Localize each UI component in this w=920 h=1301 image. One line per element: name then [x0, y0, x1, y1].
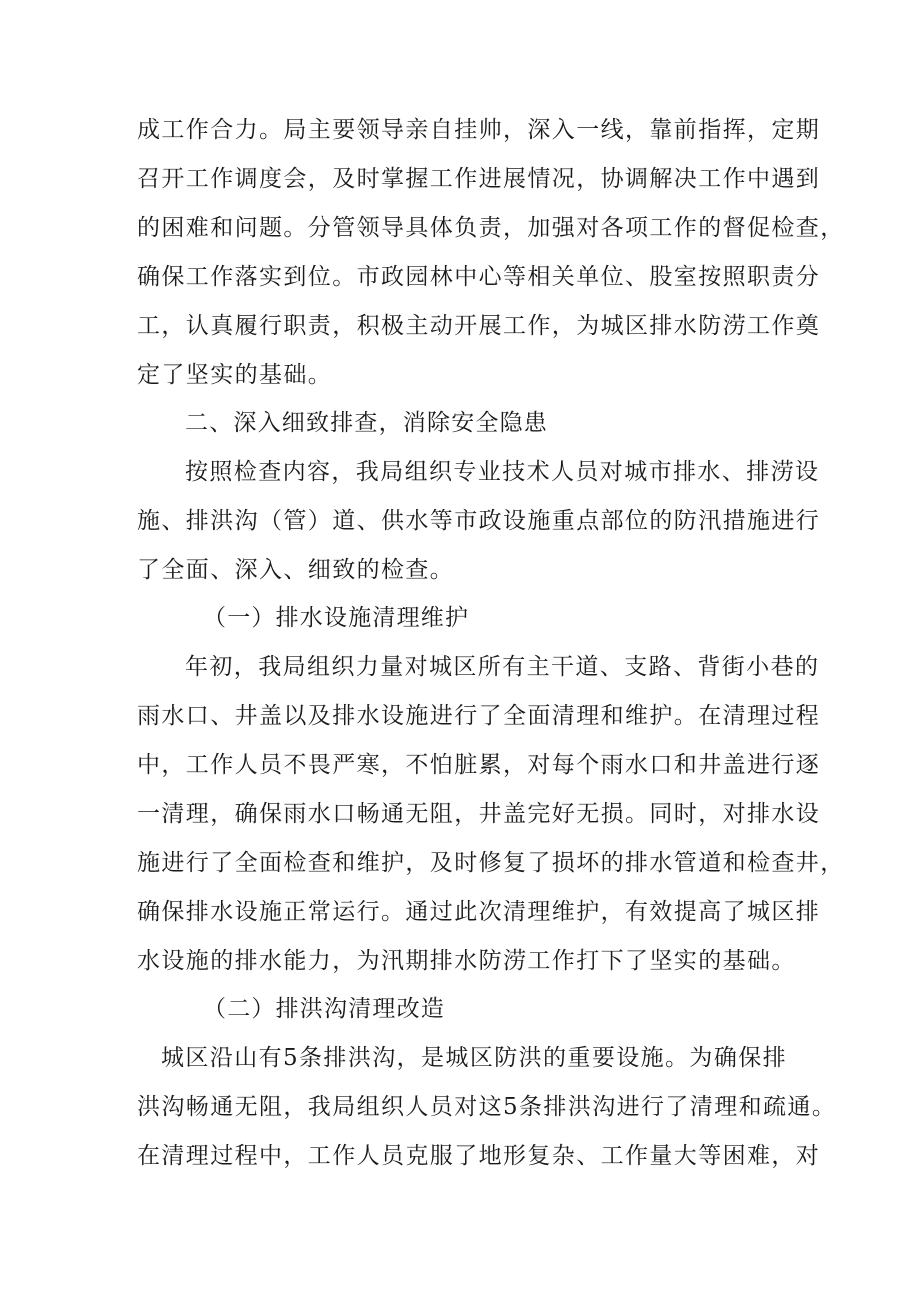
body-text-line: 召开工作调度会，及时掌握工作进展情况，协调解决工作中遇到: [137, 166, 821, 192]
body-text-line: 工，认真履行职责，积极主动开展工作，为城区排水防涝工作奠: [137, 313, 821, 339]
paragraph-first-line: 城区沿山有5条排洪沟，是城区防洪的重要设施。为确保排: [161, 1045, 788, 1071]
body-text-line: 定了坚实的基础。: [137, 362, 333, 388]
body-text-line: 洪沟畅通无阻，我局组织人员对这5条排洪沟进行了清理和疏通。: [137, 1094, 837, 1120]
subsection-heading: （二）排洪沟清理改造: [203, 996, 445, 1022]
body-text-line: 施、排洪沟（管）道、供水等市政设施重点部位的防汛措施进行: [137, 508, 821, 534]
body-text-line: 成工作合力。局主要领导亲自挂帅，深入一线，靠前指挥，定期: [137, 117, 821, 143]
body-text-line: 中，工作人员不畏严寒，不怕脏累，对每个雨水口和井盖进行逐: [137, 752, 821, 778]
subsection-heading: （一）排水设施清理维护: [203, 605, 470, 631]
body-text-line: 一清理，确保雨水口畅通无阻，井盖完好无损。同时，对排水设: [137, 801, 821, 827]
body-text-line: 了全面、深入、细致的检查。: [137, 557, 455, 583]
body-text-line: 确保工作落实到位。市政园林中心等相关单位、股室按照职责分: [137, 264, 821, 290]
body-text-line: 雨水口、井盖以及排水设施进行了全面清理和维护。在清理过程: [137, 703, 821, 729]
body-text-line: 确保排水设施正常运行。通过此次清理维护，有效提高了城区排: [137, 899, 821, 925]
paragraph-first-line: 年初，我局组织力量对城区所有主干道、支路、背街小巷的: [185, 654, 820, 680]
body-text-line: 施进行了全面检查和维护，及时修复了损坏的排水管道和检查井，: [137, 850, 845, 876]
section-heading: 二、深入细致排查，消除安全隐患: [185, 410, 548, 436]
body-text-line: 在清理过程中，工作人员克服了地形复杂、工作量大等困难，对: [137, 1143, 821, 1169]
body-text-line: 水设施的排水能力，为汛期排水防涝工作打下了坚实的基础。: [137, 948, 796, 974]
body-text-line: 的困难和问题。分管领导具体负责，加强对各项工作的督促检查，: [137, 215, 845, 241]
paragraph-first-line: 按照检查内容，我局组织专业技术人员对城市排水、排涝设: [185, 459, 820, 485]
